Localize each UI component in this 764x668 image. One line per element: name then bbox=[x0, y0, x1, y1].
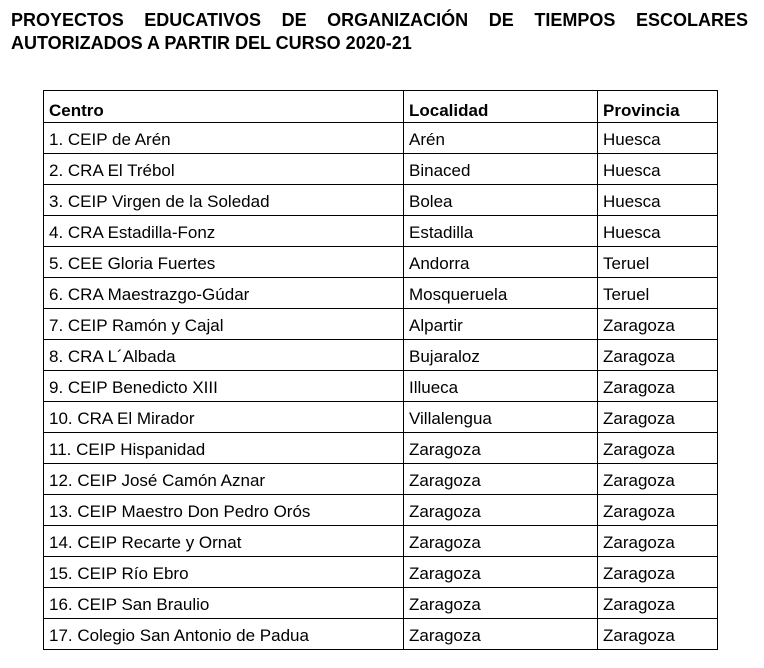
centers-table bbox=[43, 90, 718, 650]
cell-provincia: Huesca bbox=[598, 154, 718, 185]
table-row bbox=[44, 495, 718, 526]
table-row bbox=[44, 278, 718, 309]
table-row bbox=[44, 371, 718, 402]
cell-localidad: Zaragoza bbox=[404, 526, 598, 557]
cell-localidad: Arén bbox=[404, 123, 598, 154]
cell-centro: 17. Colegio San Antonio de Padua bbox=[44, 619, 404, 650]
document-title-line-1: PROYECTOS EDUCATIVOS DE ORGANIZACIÓN DE TIEMPOS ESCOLARES bbox=[11, 10, 748, 30]
table-row bbox=[44, 464, 718, 495]
table-row bbox=[44, 216, 718, 247]
cell-centro: 5. CEE Gloria Fuertes bbox=[44, 247, 404, 278]
table-row bbox=[44, 123, 718, 154]
table-row bbox=[44, 309, 718, 340]
cell-centro: 2. CRA El Trébol bbox=[44, 154, 404, 185]
cell-provincia: Zaragoza bbox=[598, 495, 718, 526]
table-row bbox=[44, 619, 718, 650]
cell-centro: 1. CEIP de Arén bbox=[44, 123, 404, 154]
table-row bbox=[44, 526, 718, 557]
header-provincia: Provincia bbox=[598, 91, 718, 123]
cell-provincia: Zaragoza bbox=[598, 433, 718, 464]
table-row bbox=[44, 402, 718, 433]
table-row bbox=[44, 340, 718, 371]
cell-provincia: Zaragoza bbox=[598, 402, 718, 433]
header-localidad: Localidad bbox=[404, 91, 598, 123]
cell-provincia: Zaragoza bbox=[598, 619, 718, 650]
cell-localidad: Bolea bbox=[404, 185, 598, 216]
table-row bbox=[44, 433, 718, 464]
cell-provincia: Huesca bbox=[598, 185, 718, 216]
cell-provincia: Zaragoza bbox=[598, 340, 718, 371]
cell-localidad: Alpartir bbox=[404, 309, 598, 340]
cell-localidad: Zaragoza bbox=[404, 588, 598, 619]
cell-localidad: Zaragoza bbox=[404, 495, 598, 526]
cell-provincia: Zaragoza bbox=[598, 371, 718, 402]
cell-provincia: Zaragoza bbox=[598, 526, 718, 557]
cell-localidad: Zaragoza bbox=[404, 619, 598, 650]
cell-centro: 10. CRA El Mirador bbox=[44, 402, 404, 433]
cell-centro: 9. CEIP Benedicto XIII bbox=[44, 371, 404, 402]
cell-localidad: Bujaraloz bbox=[404, 340, 598, 371]
table-row bbox=[44, 247, 718, 278]
cell-centro: 3. CEIP Virgen de la Soledad bbox=[44, 185, 404, 216]
header-centro: Centro bbox=[44, 91, 404, 123]
cell-localidad: Binaced bbox=[404, 154, 598, 185]
cell-localidad: Estadilla bbox=[404, 216, 598, 247]
cell-provincia: Huesca bbox=[598, 123, 718, 154]
cell-centro: 15. CEIP Río Ebro bbox=[44, 557, 404, 588]
document-title-line-2: AUTORIZADOS A PARTIR DEL CURSO 2020-21 bbox=[11, 33, 412, 53]
cell-provincia: Zaragoza bbox=[598, 464, 718, 495]
cell-provincia: Huesca bbox=[598, 216, 718, 247]
cell-centro: 7. CEIP Ramón y Cajal bbox=[44, 309, 404, 340]
table-row bbox=[44, 185, 718, 216]
cell-localidad: Zaragoza bbox=[404, 557, 598, 588]
table-row bbox=[44, 154, 718, 185]
cell-localidad: Andorra bbox=[404, 247, 598, 278]
table-body bbox=[44, 123, 718, 650]
document-title bbox=[11, 9, 748, 55]
cell-centro: 4. CRA Estadilla-Fonz bbox=[44, 216, 404, 247]
cell-provincia: Zaragoza bbox=[598, 588, 718, 619]
cell-localidad: Zaragoza bbox=[404, 464, 598, 495]
cell-centro: 13. CEIP Maestro Don Pedro Orós bbox=[44, 495, 404, 526]
cell-centro: 8. CRA L´Albada bbox=[44, 340, 404, 371]
cell-localidad: Villalengua bbox=[404, 402, 598, 433]
cell-localidad: Illueca bbox=[404, 371, 598, 402]
cell-localidad: Zaragoza bbox=[404, 433, 598, 464]
cell-provincia: Teruel bbox=[598, 278, 718, 309]
table-header-row bbox=[44, 91, 718, 123]
cell-centro: 14. CEIP Recarte y Ornat bbox=[44, 526, 404, 557]
cell-centro: 6. CRA Maestrazgo-Gúdar bbox=[44, 278, 404, 309]
cell-centro: 16. CEIP San Braulio bbox=[44, 588, 404, 619]
table-row bbox=[44, 588, 718, 619]
cell-provincia: Zaragoza bbox=[598, 309, 718, 340]
cell-centro: 11. CEIP Hispanidad bbox=[44, 433, 404, 464]
table-row bbox=[44, 557, 718, 588]
cell-centro: 12. CEIP José Camón Aznar bbox=[44, 464, 404, 495]
cell-localidad: Mosqueruela bbox=[404, 278, 598, 309]
cell-provincia: Zaragoza bbox=[598, 557, 718, 588]
cell-provincia: Teruel bbox=[598, 247, 718, 278]
